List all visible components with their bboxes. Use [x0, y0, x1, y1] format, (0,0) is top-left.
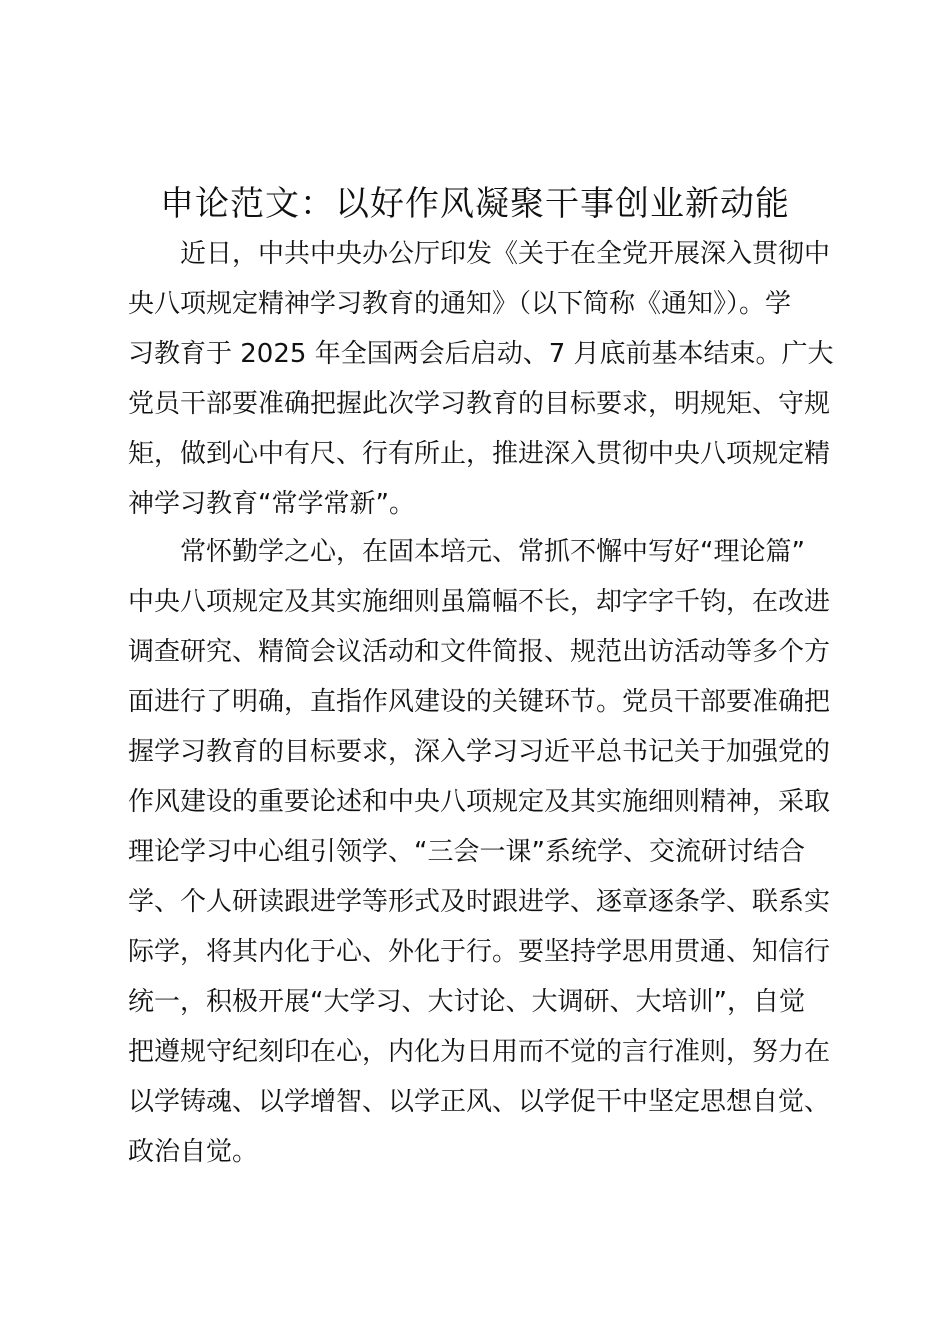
paragraph-2-line-10: 统一，积极开展“大学习、大讨论、大调研、大培训”，自觉 [128, 987, 805, 1017]
paragraph-1-line-5: 矩，做到心中有尺、行有所止，推进深入贯彻中央八项规定精 [128, 439, 831, 469]
paragraph-2-line-3: 调查研究、精简会议活动和文件简报、规范出访活动等多个方 [128, 637, 831, 667]
paragraph-1-line-4: 党员干部要准确把握此次学习教育的目标要求，明规矩、守规 [128, 389, 831, 419]
paragraph-2-line-9: 际学，将其内化于心、外化于行。要坚持学思用贯通、知信行 [128, 937, 831, 967]
paragraph-1-line-3: 习教育于 2025 年全国两会后启动、7 月底前基本结束。广大 [128, 339, 834, 369]
paragraph-2-line-4: 面进行了明确，直指作风建设的关键环节。党员干部要准确把 [128, 687, 831, 717]
paragraph-2-line-6: 作风建设的重要论述和中央八项规定及其实施细则精神，采取 [128, 787, 831, 817]
paragraph-2-line-12: 以学铸魂、以学增智、以学正风、以学促干中坚定思想自觉、 [128, 1087, 831, 1117]
paragraph-2-line-11: 把遵规守纪刻印在心，内化为日用而不觉的言行准则，努力在 [128, 1037, 831, 1067]
paragraph-2-line-2: 中央八项规定及其实施细则虽篇幅不长，却字字千钧，在改进 [128, 587, 831, 617]
paragraph-1-line-2: 央八项规定精神学习教育的通知》（以下简称《通知》）。学 [128, 289, 792, 319]
paragraph-1-line-6: 神学习教育“常学常新”。 [128, 489, 415, 519]
paragraph-1-line-1: 近日，中共中央办公厅印发《关于在全党开展深入贯彻中 [180, 239, 831, 269]
paragraph-2-line-5: 握学习教育的目标要求，深入学习习近平总书记关于加强党的 [128, 737, 831, 767]
paragraph-2-line-1: 常怀勤学之心，在固本培元、常抓不懈中写好“理论篇” [180, 537, 805, 567]
paragraph-2-line-8: 学、个人研读跟进学等形式及时跟进学、逐章逐条学、联系实 [128, 887, 831, 917]
document-title: 申论范文：以好作风凝聚干事创业新动能 [160, 184, 790, 224]
paragraph-2-line-7: 理论学习中心组引领学、“三会一课”系统学、交流研讨结合 [128, 837, 805, 867]
paragraph-2-line-13: 政治自觉。 [128, 1137, 259, 1167]
